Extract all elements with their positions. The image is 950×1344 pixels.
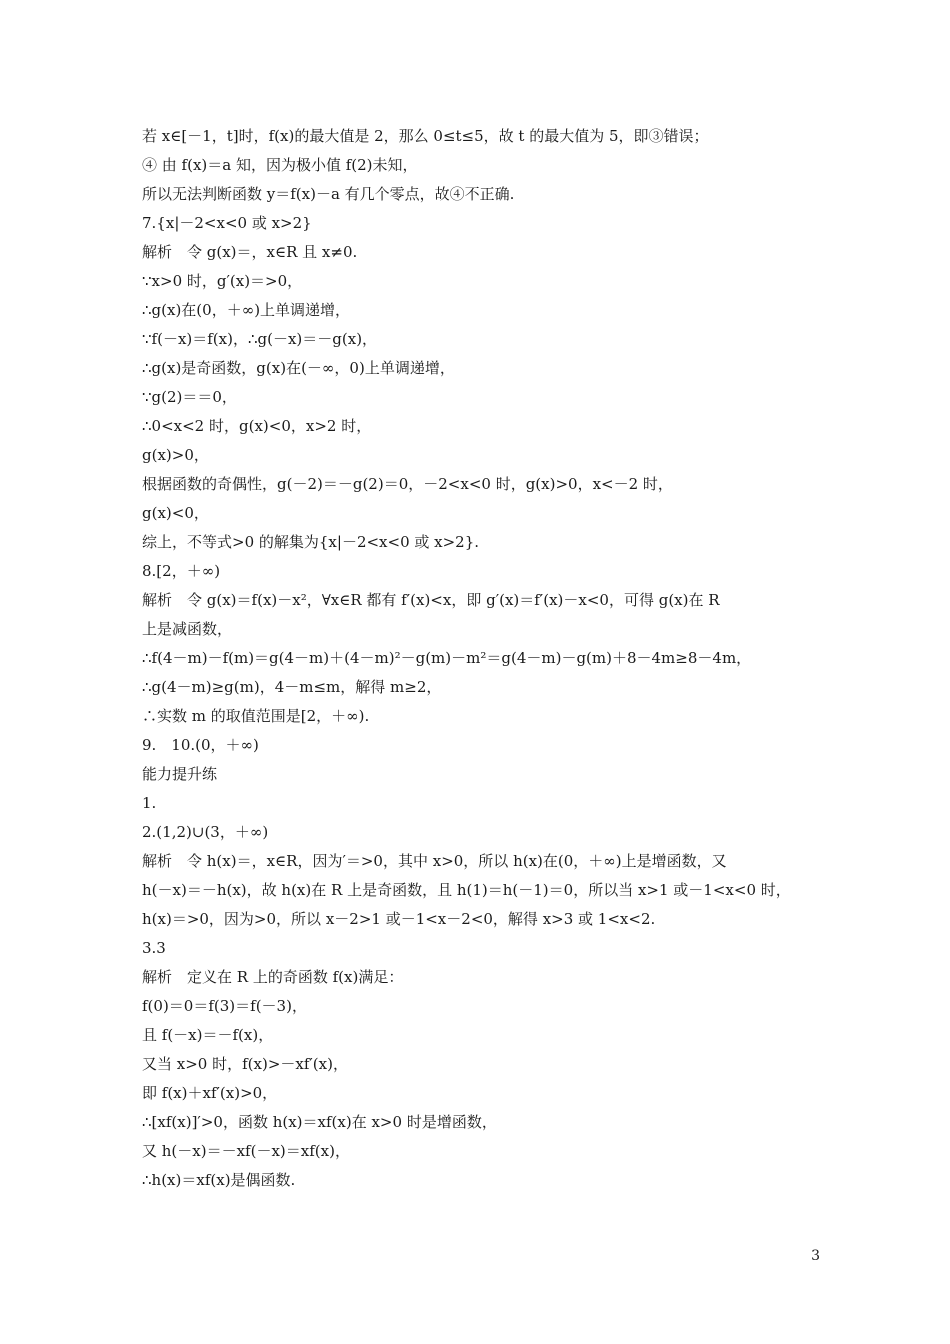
answer-line: 7.{x|－2<x<0 或 x>2} bbox=[142, 214, 312, 232]
analysis-line: 解析 定义在 R 上的奇函数 f(x)满足： bbox=[142, 968, 404, 986]
text-line: 又当 x>0 时，f(x)>－xf′(x)， bbox=[142, 1055, 348, 1073]
text-line: 即 f(x)＋xf′(x)>0， bbox=[142, 1084, 278, 1102]
text-line: ∴[xf(x)]′>0，函数 h(x)＝xf(x)在 x>0 时是增函数， bbox=[142, 1113, 497, 1131]
text-line: ∴g(x)是奇函数，g(x)在(－∞，0)上单调递增， bbox=[142, 359, 455, 377]
text-line: 又 h(－x)＝－xf(－x)＝xf(x)， bbox=[142, 1142, 350, 1160]
text-line: g(x)>0， bbox=[142, 446, 209, 464]
text-line: ∴0<x<2 时，g(x)<0，x>2 时， bbox=[142, 417, 372, 435]
text-line: ∴g(x)在(0，＋∞)上单调递增， bbox=[142, 301, 351, 319]
answer-line: 2.(1,2)∪(3，＋∞) bbox=[142, 823, 269, 841]
text-line: 若 x∈[－1，t]时，f(x)的最大值是 2，那么 0≤t≤5，故 t 的最大值为 5，即③错误； bbox=[142, 127, 709, 145]
text-line: 根据函数的奇偶性，g(－2)＝－g(2)＝0，－2<x<0 时，g(x)>0，x<－2 时， bbox=[142, 475, 673, 493]
text-line: 且 f(－x)＝－f(x)， bbox=[142, 1026, 274, 1044]
text-line: f(0)＝0＝f(3)＝f(－3)， bbox=[142, 997, 307, 1015]
analysis-line: 解析 令 g(x)＝，x∈R 且 x≠0. bbox=[142, 243, 358, 261]
text-line: ④ 由 f(x)＝a 知，因为极小值 f(2)未知， bbox=[142, 156, 418, 174]
analysis-line: 解析 令 h(x)＝，x∈R，因为′＝>0，其中 x>0，所以 h(x)在(0，＋∞)上是增函数，又 bbox=[142, 852, 727, 870]
text-line: ∴f(4－m)－f(m)＝g(4－m)＋(4－m)²－g(m)－m²＝g(4－m)－g(m)＋8－4m≥8－4m， bbox=[142, 649, 752, 667]
section-heading: 能力提升练 bbox=[142, 765, 218, 783]
answer-line: 8.[2，＋∞) bbox=[142, 562, 221, 580]
text-line: ∴h(x)＝xf(x)是偶函数. bbox=[142, 1171, 296, 1189]
text-line: g(x)<0， bbox=[142, 504, 209, 522]
text-line: ∵g(2)＝＝0， bbox=[142, 388, 237, 406]
text-line: ∵x>0 时，g′(x)＝>0， bbox=[142, 272, 303, 290]
text-line: 上是减函数， bbox=[142, 620, 233, 638]
page-number: 3 bbox=[811, 1248, 820, 1264]
text-line: h(－x)＝－h(x)，故 h(x)在 R 上是奇函数，且 h(1)＝h(－1)＝0，所以当 x>1 或－1<x<0 时， bbox=[142, 881, 791, 899]
solution-text bbox=[142, 122, 832, 1195]
answer-line: 3.3 bbox=[142, 939, 166, 957]
answer-line: 9. 10.(0，＋∞) bbox=[142, 736, 259, 754]
text-line: ∴实数 m 的取值范围是[2，＋∞). bbox=[142, 707, 370, 725]
answer-line: 1. bbox=[142, 794, 157, 812]
text-line: h(x)＝>0，因为>0，所以 x－2>1 或－1<x－2<0，解得 x>3 或 1<x<2. bbox=[142, 910, 656, 928]
text-line: 所以无法判断函数 y＝f(x)－a 有几个零点，故④不正确. bbox=[142, 185, 515, 203]
text-line: ∴g(4－m)≥g(m)，4－m≤m，解得 m≥2， bbox=[142, 678, 442, 696]
text-line: 综上，不等式>0 的解集为{x|－2<x<0 或 x>2}. bbox=[142, 533, 480, 551]
text-line: ∵f(－x)＝f(x)，∴g(－x)＝－g(x)， bbox=[142, 330, 378, 348]
analysis-line: 解析 令 g(x)＝f(x)－x²，∀x∈R 都有 f′(x)<x，即 g′(x)＝f′(x)－x<0，可得 g(x)在 R bbox=[142, 591, 720, 609]
